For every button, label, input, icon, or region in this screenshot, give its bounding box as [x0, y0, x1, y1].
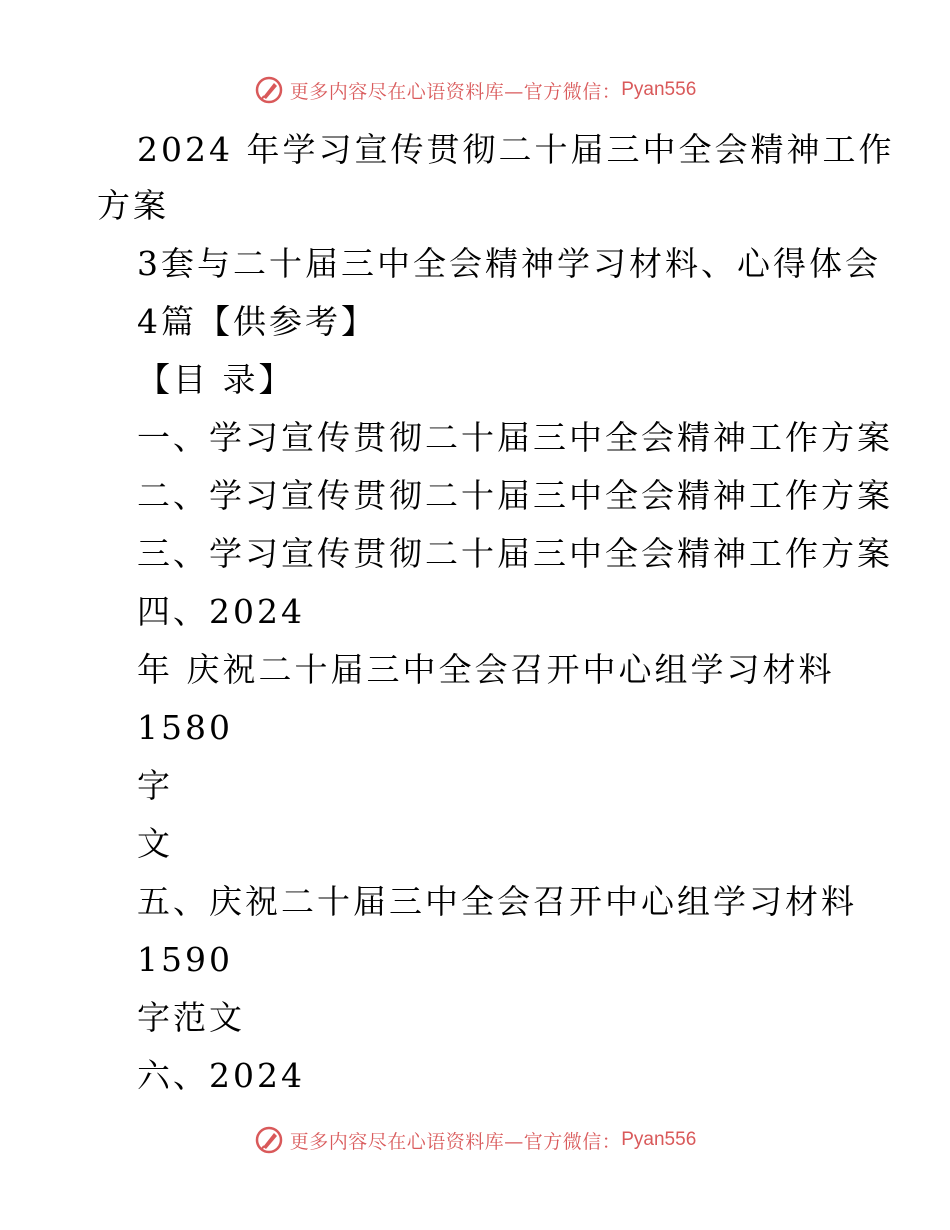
doc-subtitle-line-2: 4篇【供参考】	[137, 302, 377, 341]
toc-item: 1590	[137, 940, 233, 979]
footer-watermark	[0, 1120, 950, 1160]
toc-item: 四、2024	[137, 592, 305, 631]
toc-item: 1580	[137, 708, 233, 747]
banner-wechat-id: Pyan556	[621, 1129, 697, 1150]
pen-logo-icon	[254, 1125, 284, 1155]
toc-item: 文	[137, 824, 173, 863]
toc-item: 二、学习宣传贯彻二十届三中全会精神工作方案	[137, 476, 893, 515]
header-watermark	[0, 70, 950, 110]
toc-item: 字范文	[137, 998, 245, 1037]
toc-item: 三、学习宣传贯彻二十届三中全会精神工作方案	[137, 534, 893, 573]
toc-item: 一、学习宣传贯彻二十届三中全会精神工作方案	[137, 418, 893, 457]
doc-title-line-1: 2024 年学习宣传贯彻二十届三中全会精神工作	[137, 130, 895, 169]
toc-item: 年 庆祝二十届三中全会召开中心组学习材料	[137, 650, 835, 689]
toc-item: 五、庆祝二十届三中全会召开中心组学习材料	[137, 882, 857, 921]
toc-item: 六、2024	[137, 1056, 305, 1095]
toc-item: 字	[137, 766, 173, 805]
banner-wechat-id: Pyan556	[621, 79, 697, 100]
doc-title-line-2: 方案	[97, 186, 169, 225]
banner-text: 更多内容尽在心语资料库—官方微信：	[289, 1130, 622, 1153]
pen-logo-icon	[254, 75, 284, 105]
toc-heading: 【目 录】	[137, 360, 295, 399]
banner-text: 更多内容尽在心语资料库—官方微信：	[289, 80, 622, 103]
doc-subtitle-line-1: 3套与二十届三中全会精神学习材料、心得体会	[137, 244, 881, 283]
